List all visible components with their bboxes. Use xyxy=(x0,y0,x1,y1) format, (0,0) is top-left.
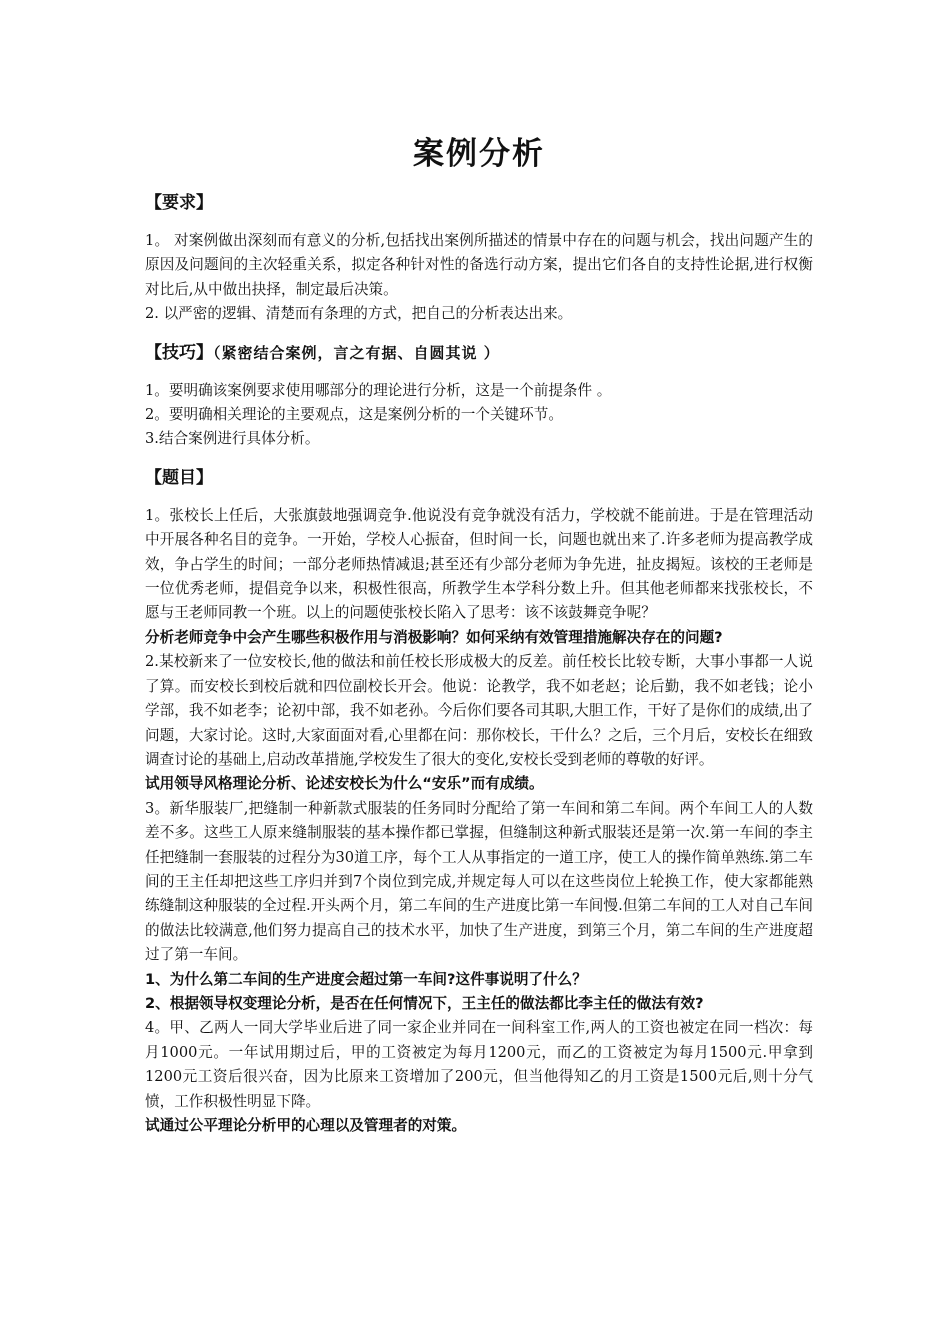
tips-heading xyxy=(145,341,813,365)
tip-item-1: 1。要明确该案例要求使用哪部分的理论进行分析，这是一个前提条件 。 xyxy=(145,381,612,399)
page-title: 案例分析 xyxy=(413,136,545,172)
case-4-question: 试通过公平理论分析甲的心理以及管理者的对策。 xyxy=(145,1117,467,1134)
case-2-text: 2.某校新来了一位安校长,他的做法和前任校长形成极大的反差。前任校长比较专断，大事小事都一人说了算。而安校长到校后就和四位副校长开会。他说：论教学，我不如老赵；论后勤，我不如老钱；论小学部，我不如老李；论初中部，我不如老孙。今后你们要各司其职,大胆工作，干好了是你们的成绩,出了问题，大家讨论。这时,大家面面对看,心里都在问：那你校长，干什么？之后，三个月后，安校长在细致调查讨论的基础上,启动改革措施,学校发生了很大的变化,安校长受到老师的尊敬的好评。 xyxy=(145,653,813,768)
case-1-text: 1。张校长上任后，大张旗鼓地强调竞争.他说没有竞争就没有活力，学校就不能前进。于是在管理活动中开展各种名目的竞争。一开始，学校人心振奋，但时间一长，问题也就出来了.许多老师为提高教学成效，争占学生的时间；一部分老师热情减退;甚至还有少部分老师为争先进，扯皮揭短。该校的王老师是一位优秀老师，提倡竞争以来，积极性很高，所教学生本学科分数上升。但其他老师都来找张校长，不愿与王老师同教一个班。以上的问题使张校长陷入了思考：该不该鼓舞竞争呢？ xyxy=(145,506,813,622)
requirement-item-1: 1。 对案例做出深刻而有意义的分析,包括找出案例所描述的情景中存在的问题与机会，找出问题产生的原因及问题间的主次轻重关系，拟定各种针对性的备选行动方案，提出它们各自的支持性论据,进行权衡对比后,从中做出抉择，制定最后决策。 xyxy=(145,232,813,298)
case-1-question: 分析老师竞争中会产生哪些积极作用与消极影响？如何采纳有效管理措施解决存在的问题? xyxy=(145,628,723,646)
document-page xyxy=(145,128,813,1138)
tip-item-2: 2。要明确相关理论的主要观点，这是案例分析的一个关键环节。 xyxy=(145,406,563,424)
case-3-question-1: 1、为什么第二车间的生产进度会超过第一车间?这件事说明了什么？ xyxy=(145,970,587,988)
requirements-heading: 【要求】 xyxy=(145,193,213,213)
tips-heading-note: （紧密结合案例，言之有据、自圆其说 ） xyxy=(213,343,500,362)
tip-item-3: 3.结合案例进行具体分析。 xyxy=(145,430,320,448)
case-3-text: 3。新华服装厂,把缝制一种新款式服装的任务同时分配给了第一车间和第二车间。两个车间工人的人数差不多。这些工人原来缝制服装的基本操作都已掌握，但缝制这种新式服装还是第一次.第一车间的李主任把缝制一套服装的过程分为30道工序，每个工人从事指定的一道工序，使工人的操作简单熟练.第二车间的王主任却把这些工序归并到7个岗位到完成,并规定每人可以在这些岗位上轮换工作，使大家都能熟练缝制这种服装的全过程.开头两个月，第二车间的生产进度比第一车间慢.但第二车间的工人对自己车间的做法比较满意,他们努力提高自己的技术水平，加快了生产进度，到第三个月，第二车间的生产进度超过了第一车间。 xyxy=(145,799,813,964)
tips-heading-label: 【技巧】 xyxy=(145,342,213,363)
questions-heading: 【题目】 xyxy=(145,467,213,488)
case-2-question: 试用领导风格理论分析、论述安校长为什么“安乐”而有成绩。 xyxy=(145,775,544,793)
case-3-question-2: 2、根据领导权变理论分析，是否在任何情况下，王主任的做法都比李主任的做法有效? xyxy=(145,994,704,1012)
case-4-text: 4。甲、乙两人一同大学毕业后进了同一家企业并同在一间科室工作,两人的工资也被定在同一档次：每月1000元。一年试用期过后，甲的工资被定为每月1200元，而乙的工资被定为每月1500元.甲拿到1200元工资后很兴奋，因为比原来工资增加了200元，但当他得知乙的月工资是1500元后,则十分气愤，工作积极性明显下降。 xyxy=(145,1019,813,1110)
requirement-item-2: 2. 以严密的逻辑、清楚而有条理的方式，把自己的分析表达出来。 xyxy=(145,305,573,323)
